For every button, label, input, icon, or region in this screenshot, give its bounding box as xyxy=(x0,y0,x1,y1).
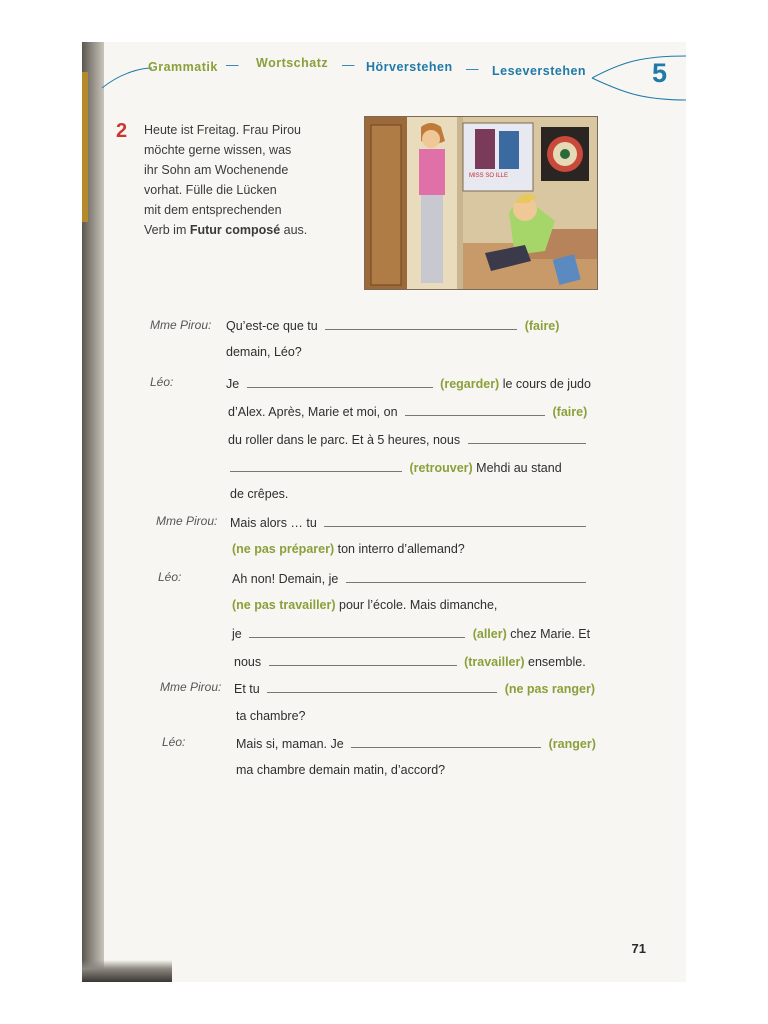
dialogue-line-8: Mais alors … tu xyxy=(230,514,586,530)
dialogue-line-6: (retrouver) Mehdi au stand xyxy=(230,459,562,475)
header-grammatik: Grammatik xyxy=(148,60,218,74)
dialogue-line-12: je (aller) chez Marie. Et xyxy=(232,627,591,641)
dialogue-line-15: ta chambre? xyxy=(236,709,306,723)
instruction-line-5: mit dem entsprechenden xyxy=(144,203,282,217)
dialogue-line-7: de crêpes. xyxy=(230,487,289,501)
header-dash-1: — xyxy=(226,58,239,72)
answer-blank-4[interactable] xyxy=(468,431,586,444)
answer-blank-5[interactable] xyxy=(230,459,402,472)
speaker-mme-pirou-2: Mme Pirou: xyxy=(156,514,218,528)
page-number: 71 xyxy=(631,941,646,956)
instruction-line-1: Heute ist Freitag. Frau Pirou xyxy=(144,123,302,137)
header-curve xyxy=(82,42,686,112)
chapter-number: 5 xyxy=(652,58,668,88)
dialogue-line-10: Ah non! Demain, je xyxy=(232,570,586,586)
speaker-leo-1: Léo: xyxy=(150,375,174,389)
dialogue-line-2: demain, Léo? xyxy=(226,345,302,359)
dialogue-line-1: Qu’est-ce que tu (faire) xyxy=(226,319,560,333)
dialogue-line-14: Et tu (ne pas ranger) xyxy=(234,682,595,696)
page-shadow xyxy=(82,960,172,982)
textbook-page xyxy=(82,42,686,982)
dialogue-line-5: du roller dans le parc. Et à 5 heures, nous xyxy=(228,431,590,447)
answer-blank-11[interactable] xyxy=(351,735,541,748)
answer-blank-1[interactable] xyxy=(325,317,517,330)
dialogue-line-9: (ne pas préparer) ton interro d’allemand? xyxy=(232,542,465,556)
header-dash-2: — xyxy=(342,58,355,72)
header-hoerverstehen: Hörverstehen xyxy=(366,60,453,74)
answer-blank-10[interactable] xyxy=(267,680,497,693)
header-wortschatz: Wortschatz xyxy=(256,56,329,70)
header-leseverstehen: Leseverstehen xyxy=(492,64,587,78)
task-instruction xyxy=(144,120,334,240)
instruction-line-6: Verb im Futur composé aus. xyxy=(144,223,308,237)
speaker-mme-pirou-3: Mme Pirou: xyxy=(160,680,222,694)
dialogue-line-4: d’Alex. Après, Marie et moi, on (faire) xyxy=(228,405,588,419)
speaker-leo-3: Léo: xyxy=(162,735,186,749)
header-dash-3: — xyxy=(466,62,479,76)
speaker-leo-2: Léo: xyxy=(158,570,182,584)
illustration-drawing xyxy=(365,117,597,289)
illustration xyxy=(364,116,598,290)
dialogue-line-3: Je (regarder) le cours de judo xyxy=(226,377,591,391)
answer-blank-7[interactable] xyxy=(346,570,586,583)
answer-blank-2[interactable] xyxy=(247,375,433,388)
instruction-line-3: ihr Sohn am Wochenende xyxy=(144,163,289,177)
answer-blank-3[interactable] xyxy=(405,403,545,416)
answer-blank-6[interactable] xyxy=(324,514,586,527)
speaker-mme-pirou-1: Mme Pirou: xyxy=(150,318,212,332)
task-number: 2 xyxy=(116,120,128,142)
poster-caption: MISS SO ILLE xyxy=(469,173,509,179)
answer-blank-9[interactable] xyxy=(269,653,457,666)
instruction-line-2: möchte gerne wissen, was xyxy=(144,143,292,157)
dialogue-line-17: ma chambre demain matin, d’accord? xyxy=(236,763,446,777)
dialogue-line-11: (ne pas travailler) pour l’école. Mais dimanche, xyxy=(232,598,498,612)
dialogue-line-13: nous (travailler) ensemble. xyxy=(234,655,586,669)
instruction-line-4: vorhat. Fülle die Lücken xyxy=(144,183,277,197)
answer-blank-8[interactable] xyxy=(249,625,465,638)
dialogue-line-16: Mais si, maman. Je (ranger) xyxy=(236,737,596,751)
